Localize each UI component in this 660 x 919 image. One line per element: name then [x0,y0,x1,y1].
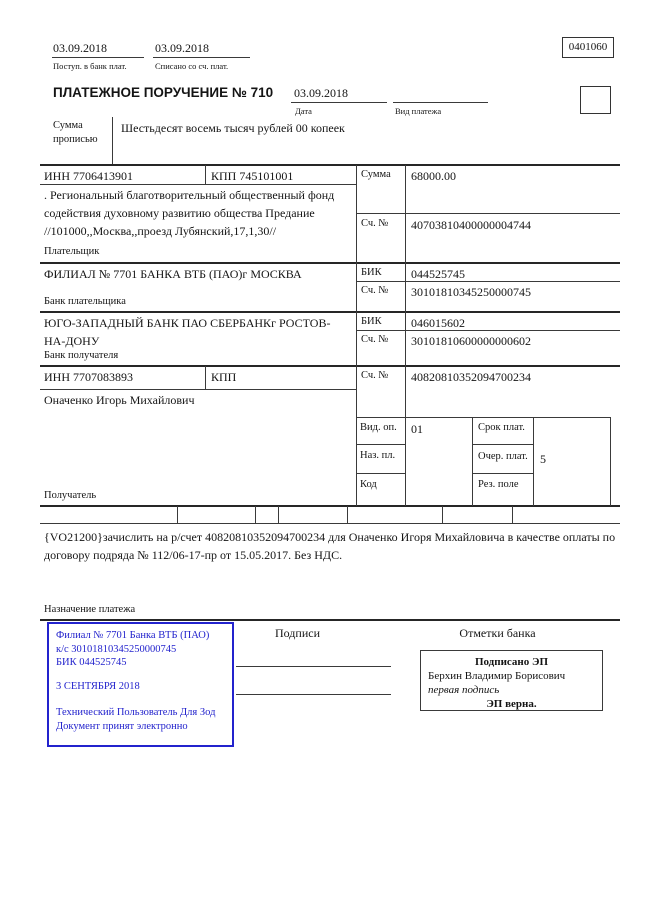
payee-bank-account-label: Сч. № [361,334,389,345]
amount-words-value: Шестьдесят восемь тысяч рублей 00 копеек [121,121,345,135]
payee-bank-bik-label: БИК [361,316,382,327]
table-line [405,165,406,506]
table-line [347,506,348,523]
table-line [610,417,611,506]
table-line [278,506,279,523]
table-line [472,473,533,474]
table-line [356,417,610,418]
esign-signature-kind: первая подпись [428,684,500,696]
bank-marks-label: Отметки банка [459,626,536,640]
payee-account-label: Сч. № [361,370,389,381]
table-line [205,366,206,389]
payer-account: 40703810400000004744 [411,218,531,232]
table-line [177,506,178,523]
payment-kind-box [580,86,611,114]
payee-bank-account: 30101810600000000602 [411,334,531,348]
table-line [512,506,513,523]
received-date-label: Поступ. в банк плат. [53,61,127,71]
signature-line [236,694,391,695]
payee-inn: ИНН 7707083893 [44,370,133,384]
payer-bank-name: ФИЛИАЛ № 7701 БАНКА ВТБ (ПАО)г МОСКВА [44,267,302,281]
esign-stamp [420,650,603,711]
table-line [356,281,620,282]
payer-name: . Региональный благотворительный общественный фонд содействия духовному развитию общества Предание //101000,,Москва,,проезд Лубянский,17,1,30// [44,188,335,238]
document-date: 03.09.2018 [294,86,348,100]
debited-date: 03.09.2018 [155,41,209,55]
divider-line [291,102,387,103]
payer-inn: ИНН 7706413901 [44,169,133,183]
table-line [442,506,443,523]
payer-kpp: КПП 745101001 [211,169,294,183]
payer-bank-bik-label: БИК [361,267,382,278]
signatures-label: Подписи [274,626,321,640]
bank-stamp [47,622,234,747]
date-label: Дата [295,106,312,116]
table-line [205,165,206,184]
op-kind-label: Вид. оп. [360,422,397,433]
payee-bank-name: ЮГО-ЗАПАДНЫЙ БАНК ПАО СБЕРБАНКг РОСТОВ-НА-ДОНУ [44,316,331,348]
payer-bank-account-label: Сч. № [361,285,389,296]
stamp-user: Технический Пользователь Для Зод [56,707,216,718]
divider-line [52,57,144,58]
payee-name: Оначенко Игорь Михайлович [44,393,195,407]
divider-line [393,102,488,103]
pay-term-label: Срок плат. [478,422,525,433]
payer-account-label: Сч. № [361,218,389,229]
table-line [472,417,473,506]
table-border [40,365,620,367]
amount-value: 68000.00 [411,169,456,183]
payment-kind-label: Вид платежа [395,106,442,116]
table-line [356,444,405,445]
payer-bank-section-label: Банк плательщика [44,296,126,307]
payee-kpp-label: КПП [211,370,237,384]
pay-order-label: Очер. плат. [478,451,528,462]
table-line [533,417,534,506]
stamp-bik: БИК 044525745 [56,657,127,668]
purpose-section-label: Назначение платежа [44,604,136,615]
payer-section-label: Плательщик [44,246,100,257]
divider-line [112,117,113,165]
table-border [40,311,620,313]
payer-bank-account: 30101810345250000745 [411,285,531,299]
payee-bank-bik: 046015602 [411,316,465,330]
esign-signer: Берхин Владимир Борисович [428,670,566,682]
document-title: ПЛАТЕЖНОЕ ПОРУЧЕНИЕ № 710 [53,85,274,100]
divider-line [153,57,250,58]
code-label: Код [360,479,377,490]
amount-words-label: Сумма прописью [53,120,98,145]
table-line [40,389,356,390]
esign-status: ЭП верна. [486,698,537,710]
op-kind-value: 01 [411,422,423,436]
table-line [472,444,533,445]
esign-title: Подписано ЭП [474,656,549,668]
payee-bank-section-label: Банк получателя [44,350,119,361]
signature-line [236,666,391,667]
pay-purpose-label: Наз. пл. [360,450,396,461]
payee-section-label: Получатель [44,490,97,501]
received-date: 03.09.2018 [53,41,107,55]
table-border [40,164,620,166]
payer-bank-bik: 044525745 [411,267,465,281]
form-code-box: 0401060 [562,37,614,58]
stamp-bank-name: Филиал № 7701 Банка ВТБ (ПАО) [56,630,210,641]
stamp-corr-account: к/с 30101810345250000745 [56,643,177,655]
stamp-note: Документ принят электронно [56,720,188,732]
payee-account: 40820810352094700234 [411,370,531,384]
table-line [255,506,256,523]
amount-label: Сумма [361,169,391,180]
pay-order-value: 5 [540,452,546,466]
table-border [40,619,620,621]
table-line [356,473,405,474]
table-border [40,262,620,264]
table-line [40,523,620,524]
stamp-date: 3 СЕНТЯБРЯ 2018 [56,680,140,692]
payment-purpose-text: {VO21200}зачислить на р/счет 40820810352094700234 для Оначенко Игоря Михайловича в качестве оплаты по договору подряда № 112/06-17-пр от 15.05.2017. Без НДС. [44,530,616,562]
debited-date-label: Списано со сч. плат. [155,61,229,71]
reserve-field-label: Рез. поле [478,479,519,490]
table-line [356,330,620,331]
table-line [356,213,620,214]
